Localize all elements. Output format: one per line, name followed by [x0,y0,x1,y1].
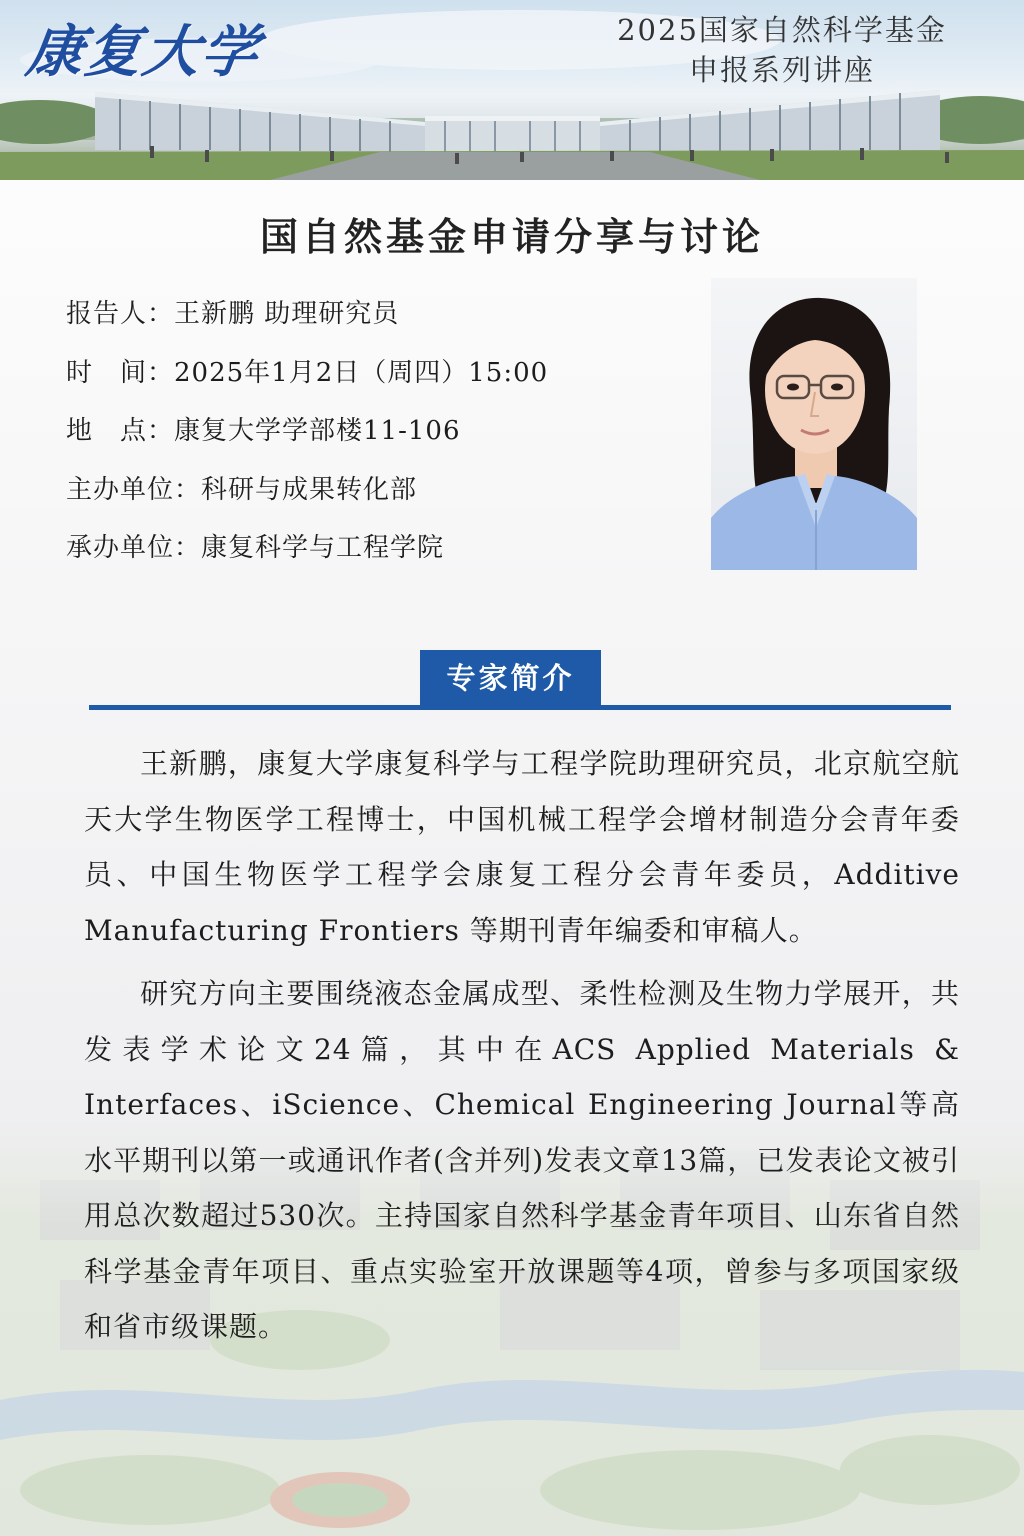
university-logo: 康复大学 [22,19,265,85]
series-title [592,10,972,90]
series-title-line1: 2025国家自然科学基金 [617,13,947,47]
info-row-speaker [66,292,686,351]
bio-paragraph-1: 王新鹏，康复大学康复科学与工程学院助理研究员，北京航空航天大学生物医学工程博士，中国机械工程学会增材制造分会青年委员、中国生物医学工程学会康复工程分会青年委员，Additive Manufacturing Frontiers 等期刊青年编委和审稿人。 [84,747,960,947]
header-banner [0,0,1024,180]
bio-paragraph-2: 研究方向主要围绕液态金属成型、柔性检测及生物力学展开，共发表学术论文24篇，其中在ACS Applied Materials & Interfaces、iScience、Chemical Engineering Journal等高水平期刊以第一或通讯作者(含并列)发表文章13篇，已发表论文被引用总次数超过530次。主持国家自然科学基金青年项目、山东省自然科学基金青年项目、重点实验室开放课题等4项，曾参与多项国家级和省市级课题。 [84,977,960,1343]
info-row-location [66,409,686,468]
info-label: 报告人： [66,299,175,329]
info-row-organizer [66,526,686,585]
info-label: 承办单位： [66,533,202,563]
info-label: 主办单位： [66,474,202,505]
info-value: 科研与成果转化部 [201,474,418,505]
speaker-photo [711,278,917,570]
series-title-line2: 申报系列讲座 [688,53,875,87]
info-value: 康复大学学部楼11-106 [174,416,461,446]
info-value: 康复科学与工程学院 [201,533,445,563]
lecture-info [66,292,686,585]
lecture-title: 国自然基金申请分享与讨论 [259,214,764,259]
info-label: 时 间： [66,357,175,388]
info-row-host [66,468,686,527]
expert-bio [84,736,960,1355]
info-value: 2025年1月2日（周四）15:00 [174,357,549,388]
info-value: 王新鹏 助理研究员 [174,299,400,329]
info-label: 地 点： [66,416,175,446]
info-row-time [66,351,686,410]
section-title-expert-intro: 专家简介 [420,650,601,706]
